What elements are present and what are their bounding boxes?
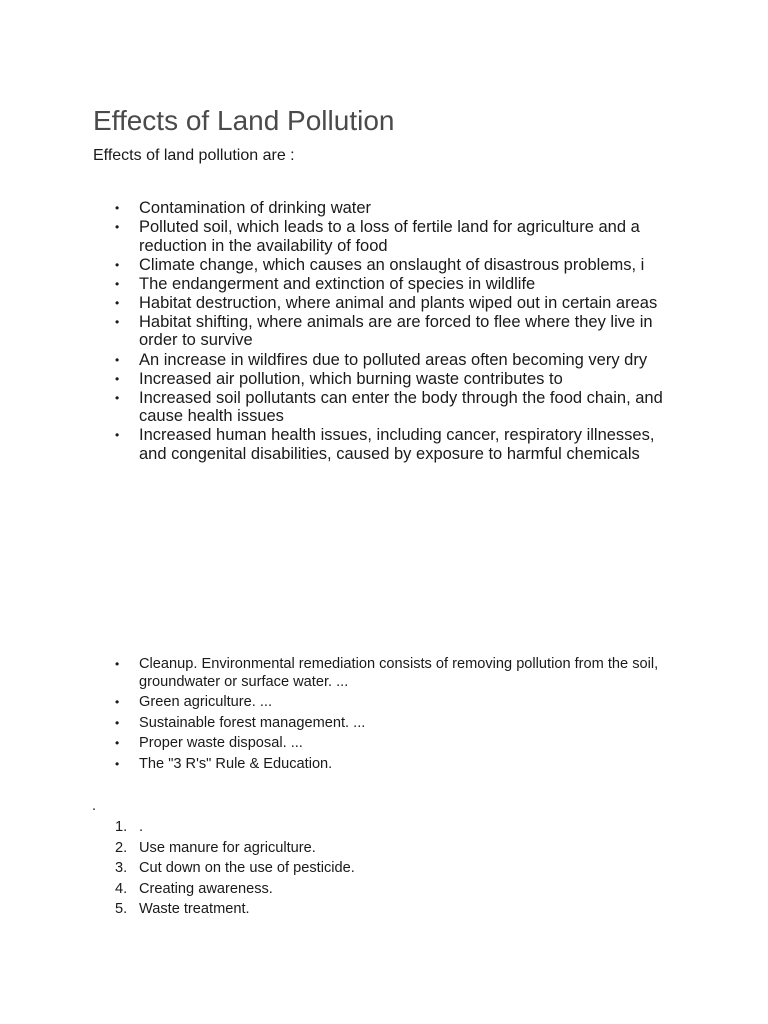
list-item-text: Habitat destruction, where animal and plants wiped out in certain areas	[139, 293, 658, 312]
bullet-icon: •	[115, 314, 120, 329]
list-item	[115, 274, 679, 294]
bullet-icon: •	[115, 695, 120, 709]
list-item-text: Green agriculture. ...	[139, 694, 273, 710]
bullet-icon: •	[115, 276, 120, 291]
list-item	[115, 426, 679, 463]
bullet-icon: •	[115, 257, 120, 272]
list-item	[115, 735, 679, 753]
solutions-list	[115, 656, 679, 776]
list-item	[115, 312, 679, 350]
bullet-icon: •	[115, 220, 120, 235]
list-item	[115, 293, 679, 313]
bullet-icon: •	[115, 657, 120, 671]
bullet-icon: •	[115, 371, 120, 386]
bullet-icon: •	[115, 352, 120, 367]
list-item-text: Climate change, which causes an onslaught of disastrous problems, i	[139, 255, 645, 274]
list-number: 4.	[115, 880, 128, 897]
list-item	[115, 218, 679, 255]
list-item	[115, 901, 679, 919]
effects-list	[115, 199, 679, 464]
list-item-text: .	[139, 819, 144, 835]
list-item-text: Habitat shifting, where animals are are forced to flee where they live in order to survive	[139, 312, 653, 350]
list-number: 1.	[115, 819, 128, 835]
list-item-text: Contamination of drinking water	[139, 199, 372, 217]
bullet-icon: •	[115, 295, 120, 310]
bullet-icon: •	[115, 756, 120, 771]
list-item-text: Increased air pollution, which burning waste contributes to	[139, 369, 563, 388]
list-item-text: Polluted soil, which leads to a loss of fertile land for agriculture and a reduction in the availability of food	[139, 218, 640, 255]
list-item-text: Increased human health issues, including cancer, respiratory illnesses, and congenital disabilities, caused by exposure to harmful chemicals	[139, 426, 655, 463]
list-number: 2.	[115, 839, 128, 856]
bullet-icon: •	[115, 428, 120, 443]
list-item	[115, 714, 679, 733]
list-item	[115, 839, 679, 858]
list-item-text: Cleanup. Environmental remediation consists of removing pollution from the soil, groundwater or surface water. ...	[139, 656, 659, 690]
measures-list	[115, 819, 679, 922]
list-item-text: The endangerment and extinction of species in wildlife	[139, 274, 536, 293]
list-item-text: Creating awareness.	[139, 880, 273, 897]
list-item-text: Sustainable forest management. ...	[139, 714, 366, 731]
list-item	[115, 388, 679, 426]
bullet-icon: •	[115, 390, 120, 405]
list-item-text: Use manure for agriculture.	[139, 839, 316, 856]
list-item	[115, 199, 679, 218]
bullet-icon: •	[115, 736, 120, 750]
intro-text: Effects of land pollution are :	[93, 147, 295, 164]
list-item-text: Increased soil pollutants can enter the body through the food chain, and cause health issues	[139, 388, 663, 426]
page-title: Effects of Land Pollution	[93, 105, 395, 136]
list-number: 5.	[115, 901, 128, 918]
list-item-text: The "3 R's" Rule & Education.	[139, 755, 333, 772]
list-item	[115, 350, 679, 370]
list-item	[115, 880, 679, 899]
list-item-text: Cut down on the use of pesticide.	[139, 860, 355, 877]
list-item	[115, 819, 679, 837]
list-item-text: Proper waste disposal. ...	[139, 735, 303, 751]
list-item-text: An increase in wildfires due to polluted areas often becoming very dry	[139, 350, 648, 369]
separator-text: .	[92, 798, 97, 814]
list-item	[115, 755, 679, 774]
bullet-icon: •	[115, 201, 120, 215]
list-item	[115, 860, 679, 878]
list-item	[115, 255, 679, 275]
list-item	[115, 656, 679, 691]
list-item-text: Waste treatment.	[139, 901, 250, 918]
list-number: 3.	[115, 860, 128, 877]
bullet-icon: •	[115, 715, 120, 730]
list-item	[115, 694, 679, 712]
list-item	[115, 369, 679, 389]
